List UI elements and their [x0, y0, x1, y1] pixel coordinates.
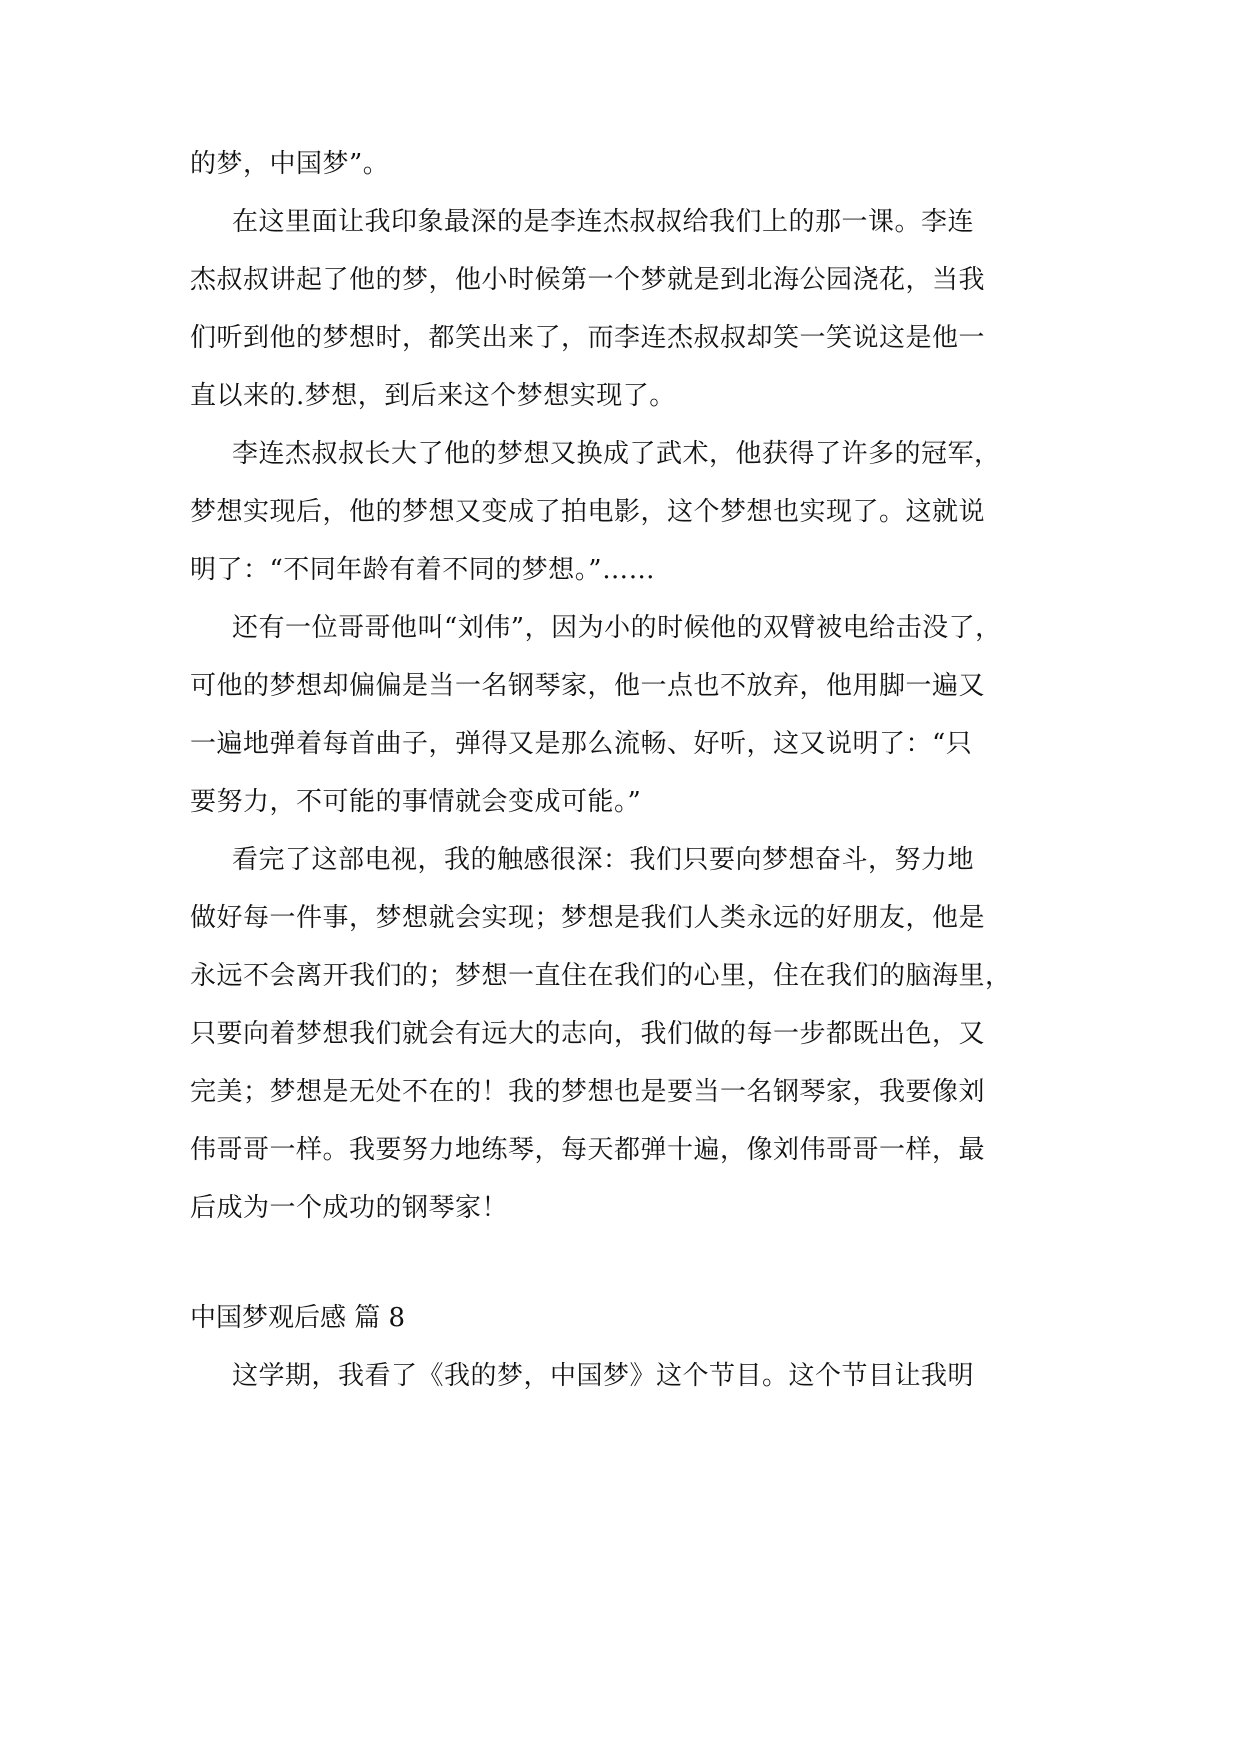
section-heading: 中国梦观后感 篇 8: [190, 1303, 406, 1333]
text-line: 们听到他的梦想时，都笑出来了，而李连杰叔叔却笑一笑说这是他一: [190, 323, 986, 353]
paragraph-start-line: 这学期，我看了《我的梦，中国梦》这个节目。这个节目让我明: [232, 1361, 975, 1391]
paragraph-start-line: 还有一位哥哥他叫“刘伟”，因为小的时候他的双臂被电给击没了，: [232, 613, 1002, 643]
text-line: 明了：“不同年龄有着不同的梦想。”……: [190, 555, 656, 585]
text-line: 杰叔叔讲起了他的梦，他小时候第一个梦就是到北海公园浇花，当我: [190, 265, 986, 295]
text-line: 直以来的.梦想，到后来这个梦想实现了。: [190, 381, 676, 411]
text-line: 后成为一个成功的钢琴家！: [190, 1193, 509, 1223]
paragraph-start-line: 李连杰叔叔长大了他的梦想又换成了武术，他获得了许多的冠军，: [232, 439, 1001, 469]
text-line: 要努力，不可能的事情就会变成可能。”: [190, 787, 642, 817]
text-line: 做好每一件事，梦想就会实现；梦想是我们人类永远的好朋友，他是: [190, 903, 986, 933]
text-line: 伟哥哥一样。我要努力地练琴，每天都弹十遍，像刘伟哥哥一样，最: [190, 1135, 986, 1165]
text-line: 完美；梦想是无处不在的！我的梦想也是要当一名钢琴家，我要像刘: [190, 1077, 986, 1107]
text-line: 一遍地弹着每首曲子，弹得又是那么流畅、好听，这又说明了：“只: [190, 729, 973, 759]
text-line: 只要向着梦想我们就会有远大的志向，我们做的每一步都既出色，又: [190, 1019, 986, 1049]
text-line: 的梦，中国梦”。: [190, 149, 390, 179]
text-line: 永远不会离开我们的；梦想一直住在我们的心里，住在我们的脑海里，: [190, 961, 1012, 991]
text-line: 梦想实现后，他的梦想又变成了拍电影，这个梦想也实现了。这就说: [190, 497, 986, 527]
text-line: 可他的梦想却偏偏是当一名钢琴家，他一点也不放弃，他用脚一遍又: [190, 671, 986, 701]
paragraph-start-line: 在这里面让我印象最深的是李连杰叔叔给我们上的那一课。李连: [232, 207, 975, 237]
paragraph-start-line: 看完了这部电视，我的触感很深：我们只要向梦想奋斗，努力地: [232, 845, 975, 875]
